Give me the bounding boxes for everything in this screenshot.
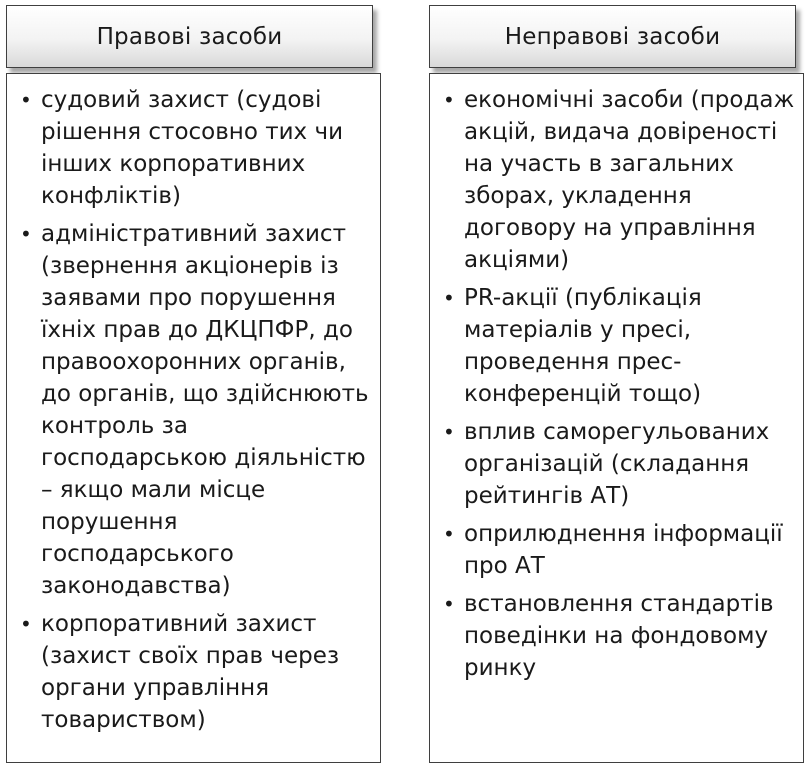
list-item (443, 518, 795, 582)
legal-means-header-label: Правові засоби (96, 23, 283, 50)
list-item (443, 588, 795, 684)
bullet-icon: • (443, 522, 455, 546)
legal-means-header (6, 5, 373, 68)
list-item (20, 608, 372, 736)
non-legal-means-column (429, 0, 804, 767)
bullet-icon: • (20, 612, 32, 636)
list-item-text: корпоративний захист (захист своїх прав через органи управління товариством) (41, 611, 340, 733)
non-legal-means-list (443, 84, 795, 684)
non-legal-means-header-label: Неправові засоби (504, 23, 721, 50)
list-item-text: PR-акції (публікація матеріалів у пресі, проведення прес-конференцій тощо) (464, 285, 702, 407)
list-item-text: оприлюднення інформації про АТ (464, 521, 783, 579)
list-item (443, 416, 795, 512)
legal-means-list-box (6, 73, 381, 763)
list-item-text: встановлення стандартів поведінки на фондовому ринку (464, 591, 774, 681)
bullet-icon: • (443, 592, 455, 616)
list-item (20, 218, 372, 602)
list-item (443, 84, 795, 276)
legal-means-column (6, 0, 381, 767)
list-item-text: економічні засоби (продаж акцій, видача довіреності на участь в загальних зборах, укладення договору на управління акціями) (464, 87, 795, 273)
bullet-icon: • (443, 88, 455, 112)
list-item-text: адміністративний захист (звернення акціонерів із заявами про порушення їхніх прав до ДКЦПФР, до правоохоронних органів, до органів, що здійснюють контроль за господарською діяльністю – якщо мали місце порушення господарського законодавства) (41, 221, 369, 599)
list-item (20, 84, 372, 212)
bullet-icon: • (443, 286, 455, 310)
bullet-icon: • (20, 222, 32, 246)
non-legal-means-header (429, 5, 796, 68)
list-item-text: судовий захист (судові рішення стосовно тих чи інших корпоративних конфліктів) (41, 87, 344, 209)
list-item (443, 282, 795, 410)
non-legal-means-list-box (429, 73, 804, 763)
list-item-text: вплив саморегульованих організацій (складання рейтингів АТ) (464, 419, 770, 509)
bullet-icon: • (443, 420, 455, 444)
legal-means-list (20, 84, 372, 736)
bullet-icon: • (20, 88, 32, 112)
